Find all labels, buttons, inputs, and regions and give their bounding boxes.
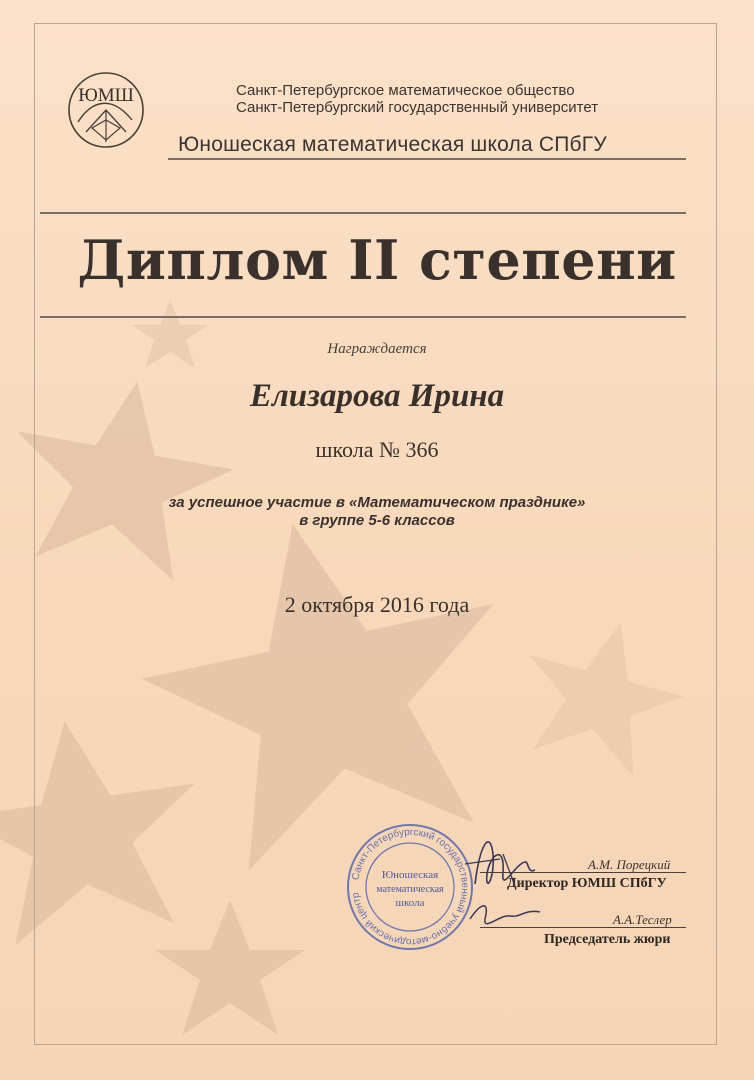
school-name: Юношеская математическая школа СПбГУ [178,133,607,156]
logo-text: ЮМШ [78,85,134,106]
title-rule-top [40,212,686,214]
stamp-ring-text: Санкт-Петербургский государственный учебно-методический центр [350,826,471,948]
award-date: 2 октября 2016 года [284,592,470,617]
org-name-society: Санкт-Петербургское математическое общество [236,82,575,99]
title-rule-bottom [40,316,686,318]
school-number: школа № 366 [315,437,439,462]
header-rule [168,158,686,160]
handwritten-signatures [455,824,545,944]
director-role: Директор ЮМШ СПбГУ [507,876,667,891]
stamp-center-line3: школа [395,897,425,909]
school-logo [62,70,150,150]
recipient-name: Елизарова Ирина [249,378,505,414]
jury-chair-name: А.А.Теслер [613,912,672,927]
award-reason-line2: в группе 5-6 классов [299,512,455,529]
stamp-center-line1: Юношеская [381,869,439,881]
stamp-center-line2: математическая [376,884,444,895]
award-reason-line1: за успешное участие в «Математическом празднике» [168,494,586,511]
org-name-university: Санкт-Петербургский государственный университет [236,99,599,116]
jury-chair-role: Председатель жюри [544,932,671,947]
awarded-label: Награждается [327,341,427,357]
director-name: А.М. Порецкий [588,857,671,872]
diploma-title: Диплом II степени [77,228,677,292]
